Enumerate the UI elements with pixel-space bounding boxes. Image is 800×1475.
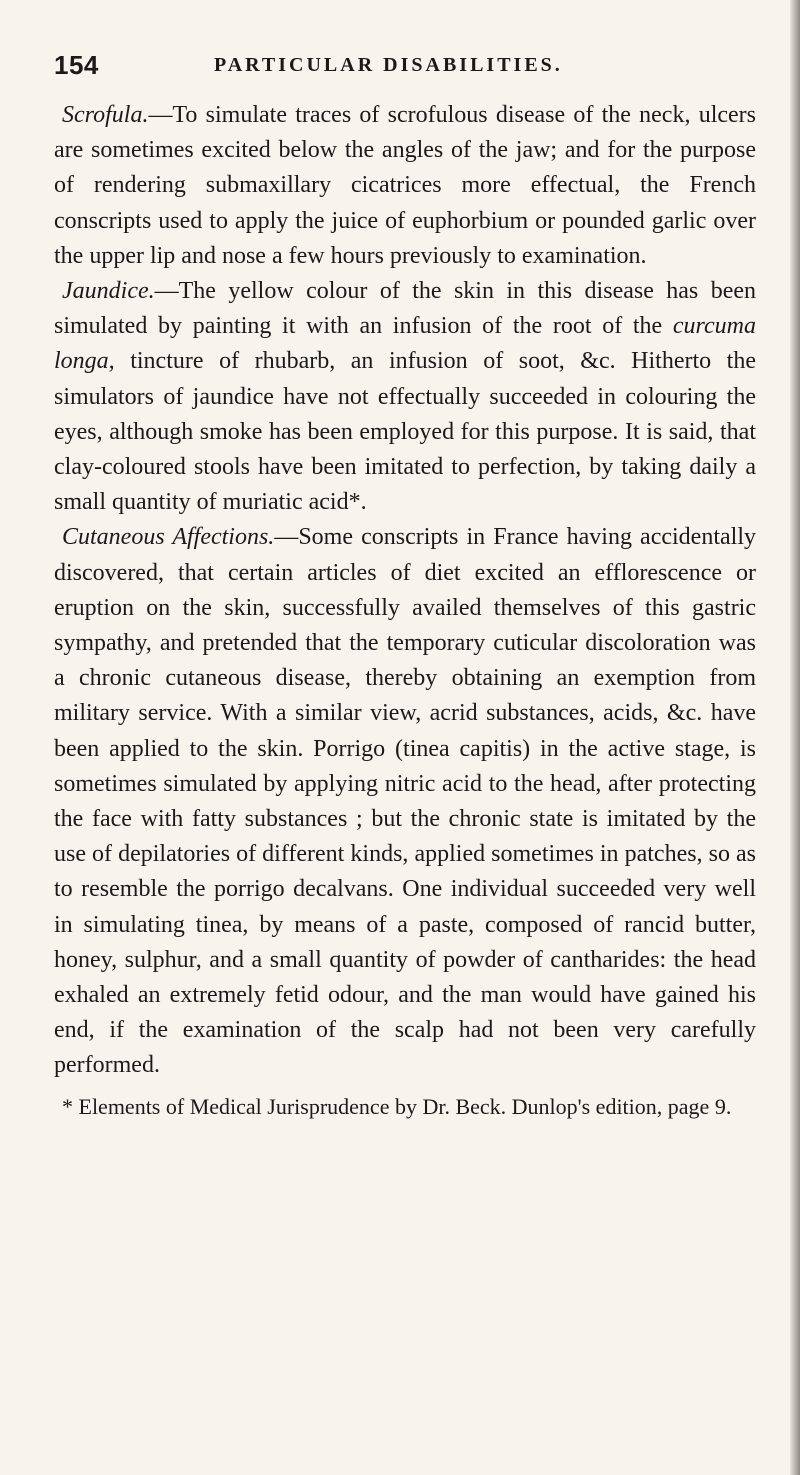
body-jaundice-end: tincture of rhubarb, an infusion of soot, &c. Hitherto the simulators of jaundice have not effectually succeeded in colouring the eyes, although smoke has been employed for this purpose. It is said, that clay-coloured stools have been imitated to perfection, by taking daily a small quantity of muriatic acid*. xyxy=(54,348,756,516)
body-cutaneous: —Some conscripts in France having accidentally discovered, that certain articles of diet excited an efflorescence or eruption on the skin, successfully availed themselves of this gastric sympathy, and pretended that the temporary cuticular discoloration was a chronic cutaneous disease, thereby obtaining an exemption from military service. With a similar view, acrid substances, acids, &c. have been applied to the skin. Porrigo (tinea capitis) in the active stage, is sometimes simulated by applying nitric acid to the head, after protecting the face with fatty substances ; but the chronic state is imitated by the use of depilatories of different kinds, applied sometimes in patches, so as to resemble the porrigo decalvans. One individual succeeded very well in simulating tinea, by means of a paste, composed of rancid butter, honey, sulphur, and a small quantity of powder of cantharides: the head exhaled an extremely fetid odour, and the man would have gained his end, if the examination of the scalp had not been very carefully performed. xyxy=(54,524,756,1079)
footnote: * Elements of Medical Jurisprudence by Dr. Beck. Dunlop's edition, page 9. xyxy=(62,1093,732,1119)
heading-scrofula: Scrofula. xyxy=(62,102,149,128)
paragraph-cutaneous xyxy=(54,520,756,1083)
heading-jaundice: Jaundice. xyxy=(62,278,155,305)
paragraph-scrofula xyxy=(54,98,756,274)
page-edge-shadow xyxy=(790,0,800,1475)
body-text xyxy=(54,98,756,1084)
paragraph-jaundice xyxy=(54,274,756,520)
running-head xyxy=(54,50,756,90)
body-jaundice-italic: curcuma longa, xyxy=(54,313,756,375)
running-title: PARTICULAR DISABILITIES. xyxy=(214,54,563,76)
body-jaundice-start: —The yellow colour of the skin in this disease has been simulated by painting it with an infusion of the root of the xyxy=(54,278,756,340)
heading-cutaneous: Cutaneous Affections. xyxy=(62,524,275,551)
body-scrofula: —To simulate traces of scrofulous disease of the neck, ulcers are sometimes excited below the angles of the jaw; and for the purpose of rendering submaxillary cicatrices more effectual, the French conscripts used to apply the juice of euphorbium or pounded garlic over the upper lip and nose a few hours previously to examination. xyxy=(54,102,756,269)
page-number: 154 xyxy=(54,50,99,80)
